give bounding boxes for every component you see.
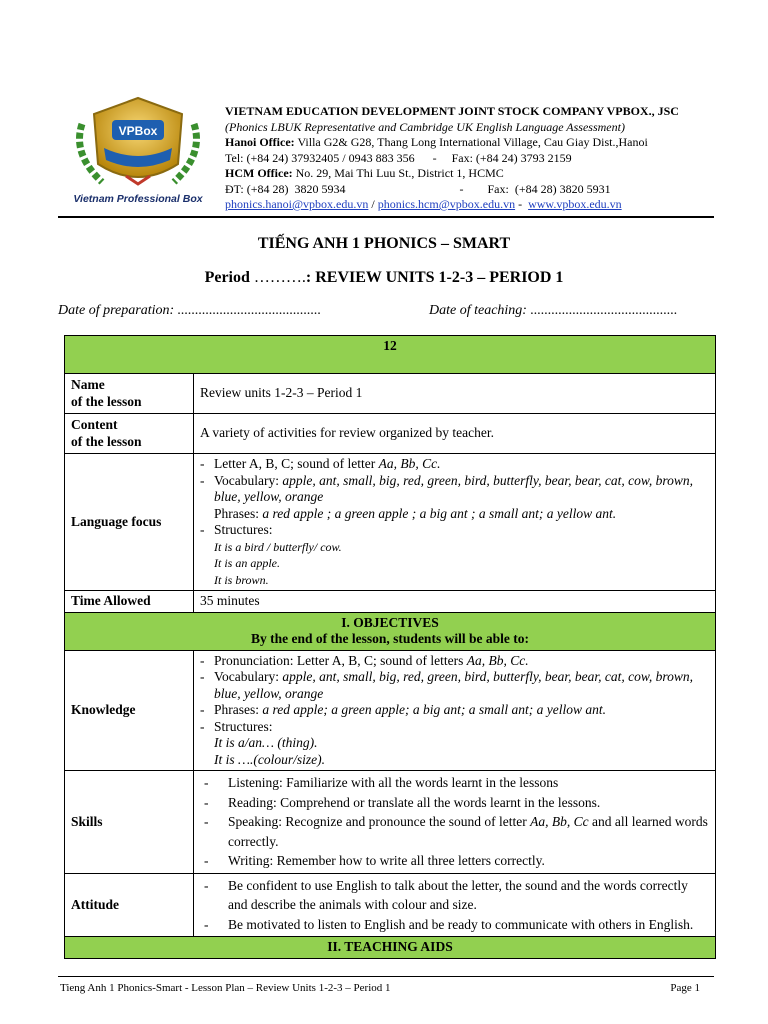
attitude-value: - Be confident to use English to talk about the letter, the sound and the words correctly and describe the animals with colour and size. - Be motivated to listen to English and be ready to communicate with others in English. bbox=[194, 873, 716, 937]
company-subtitle: (Phonics LBUK Representative and Cambridge UK English Language Assessment) bbox=[225, 119, 625, 134]
objectives-heading: I. OBJECTIVES By the end of the lesson, students will be able to: bbox=[65, 612, 716, 650]
email-hanoi-link[interactable]: phonics.hanoi@vpbox.edu.vn bbox=[225, 197, 369, 211]
skills-label: Skills bbox=[65, 771, 194, 874]
attitude-label: Attitude bbox=[65, 873, 194, 937]
logo-badge-text: VPBox bbox=[118, 124, 158, 138]
table-row bbox=[65, 374, 716, 414]
hcm-office: HCM Office: No. 29, Mai Thi Luu St., District 1, HCMC bbox=[225, 166, 504, 180]
page-number: Page 1 bbox=[670, 982, 700, 994]
contact-links: phonics.hanoi@vpbox.edu.vn / phonics.hcm@vpbox.edu.vn - www.vpbox.edu.vn bbox=[225, 197, 622, 211]
footer-text: Tieng Anh 1 Phonics-Smart - Lesson Plan – Review Units 1-2-3 – Period 1 bbox=[60, 982, 391, 994]
lesson-number: 12 bbox=[65, 336, 716, 374]
language-focus-value: - Letter A, B, C; sound of letter Aa, Bb, Cc. - Vocabulary: apple, ant, small, big, red, green, bird, butterfly, bear, bear, cat, cow, brown, blue, yellow, orange Phrases: a red apple ; a green apple ; a big ant ; a small ant; a yellow ant. - Structures: It is a bird / butterfly/ cow. It is an apple. It is brown. bbox=[194, 454, 716, 591]
email-hcm-link[interactable]: phonics.hcm@vpbox.edu.vn bbox=[377, 197, 516, 211]
skills-value: - Listening: Familiarize with all the words learnt in the lessons - Reading: Comprehend or translate all the words learnt in the lessons. - Speaking: Recognize and pronounce the sound of letter Aa, Bb, Cc and all learned words correctly. - Writing: Remember how to write all three letters correctly. bbox=[194, 771, 716, 874]
knowledge-label: Knowledge bbox=[65, 650, 194, 771]
table-row bbox=[65, 414, 716, 454]
date-of-preparation: Date of preparation: ......................................... bbox=[58, 303, 322, 318]
logo-caption: Vietnam Professional Box bbox=[73, 193, 203, 205]
hanoi-office: Hanoi Office: Villa G2& G28, Thang Long International Village, Cau Giay Dist.,Hanoi bbox=[225, 135, 648, 149]
hanoi-contact: Tel: (+84 24) 37932405 / 0943 883 356 - Fax: (+84 24) 3793 2159 bbox=[225, 150, 572, 165]
content-label: Content of the lesson bbox=[65, 414, 194, 454]
date-of-teaching: Date of teaching: .......................................... bbox=[429, 303, 678, 318]
website-link[interactable]: www.vpbox.edu.vn bbox=[528, 197, 622, 211]
time-allowed-value: 35 minutes bbox=[194, 591, 716, 613]
table-row bbox=[65, 591, 716, 613]
time-allowed-label: Time Allowed bbox=[65, 591, 194, 613]
period-title: Period ……….: REVIEW UNITS 1-2-3 – PERIOD 1 bbox=[204, 269, 564, 286]
company-name: VIETNAM EDUCATION DEVELOPMENT JOINT STOCK COMPANY VPBOX., JSC bbox=[225, 104, 679, 118]
hcm-contact: ĐT: (+84 28) 3820 5934 - Fax: (+84 28) 3820 5931 bbox=[225, 181, 611, 196]
header-divider bbox=[58, 216, 714, 218]
company-info bbox=[225, 104, 679, 213]
objectives-header-row bbox=[65, 612, 716, 650]
teaching-aids-heading: II. TEACHING AIDS bbox=[65, 937, 716, 959]
knowledge-value: - Pronunciation: Letter A, B, C; sound of letters Aa, Bb, Cc. - Vocabulary: apple, ant, small, big, red, green, bird, butterfly, bear, bear, cat, cow, brown, blue, yellow, orange - Phrases: a red apple; a green apple; a big ant; a small ant; a yellow ant. - Structures: It is a/an… (thing). It is ….(colour/size). bbox=[194, 650, 716, 771]
table-row bbox=[65, 650, 716, 771]
content-value: A variety of activities for review organized by teacher. bbox=[194, 414, 716, 454]
table-row bbox=[65, 771, 716, 874]
footer-divider bbox=[58, 976, 714, 977]
company-logo bbox=[62, 94, 214, 206]
name-value: Review units 1-2-3 – Period 1 bbox=[194, 374, 716, 414]
lesson-plan-table bbox=[64, 335, 716, 959]
table-row bbox=[65, 454, 716, 591]
name-label: Name of the lesson bbox=[65, 374, 194, 414]
page-footer bbox=[60, 982, 700, 994]
table-row bbox=[65, 873, 716, 937]
teaching-aids-row bbox=[65, 937, 716, 959]
doc-title: TIẾNG ANH 1 PHONICS – SMART bbox=[257, 235, 511, 252]
letterhead bbox=[60, 94, 720, 212]
language-focus-label: Language focus bbox=[65, 454, 194, 591]
